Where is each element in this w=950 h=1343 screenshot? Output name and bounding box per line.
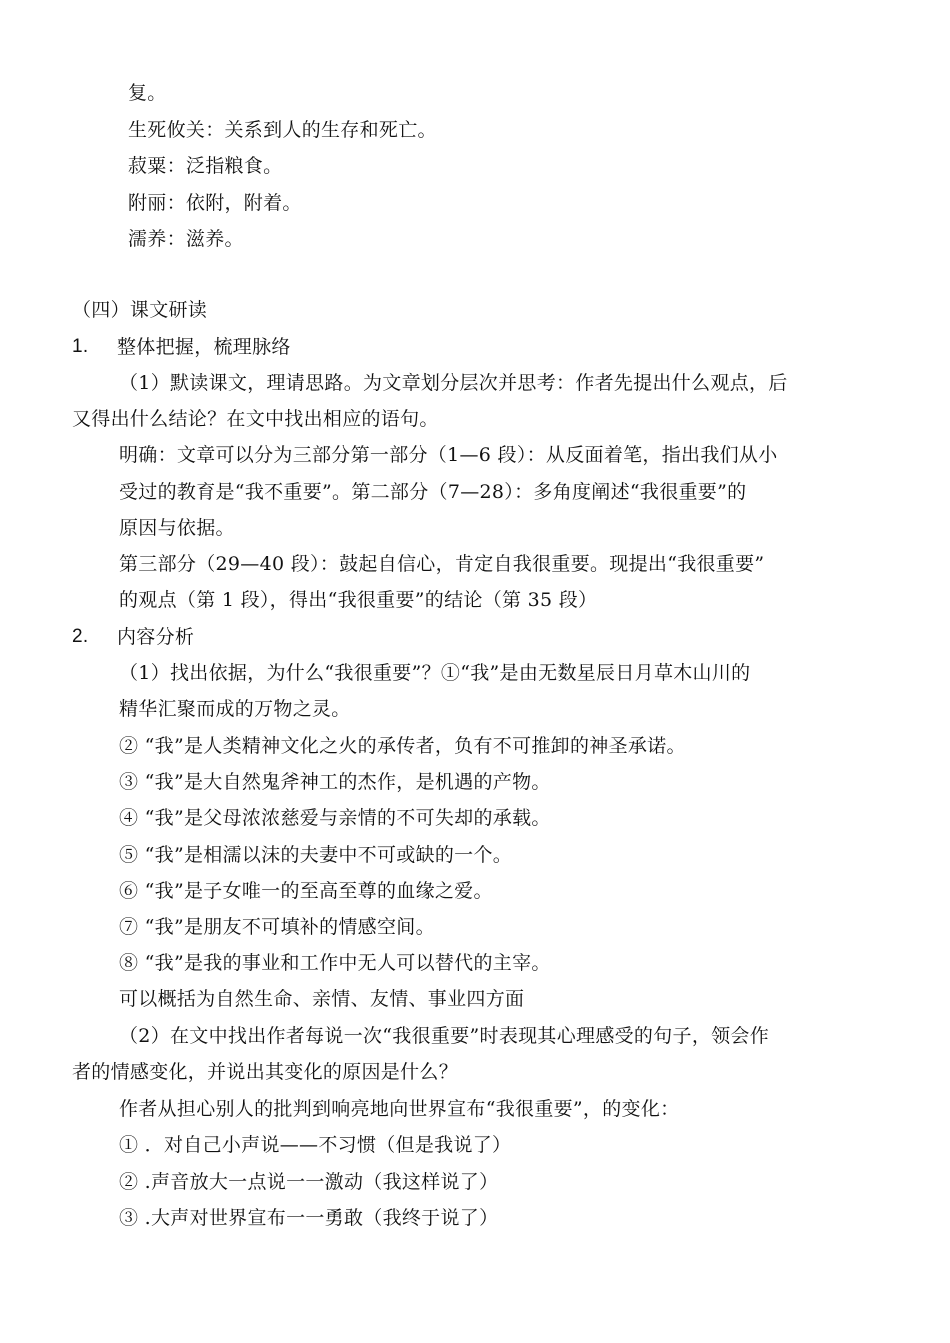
text-line: （1）找出依据，为什么“我很重要”？①“我”是由无数星辰日月草木山川的 [119, 662, 751, 684]
text-line: 又得出什么结论？在文中找出相应的语句。 [72, 408, 439, 430]
list-item: ② .声音放大一点说一一激动（我这样说了） [119, 1171, 499, 1193]
text-line: 作者从担心别人的批判到响亮地向世界宣布“我很重要”，的变化： [119, 1098, 680, 1120]
text-line: 附丽：依附，附着。 [128, 192, 302, 214]
text-line: 复。 [128, 82, 167, 104]
list-item: ⑦ “我”是朋友不可填补的情感空间。 [119, 916, 435, 938]
text-line: 者的情感变化，并说出其变化的原因是什么？ [72, 1061, 459, 1083]
list-item: ② “我”是人类精神文化之火的承传者，负有不可推卸的神圣承诺。 [119, 735, 686, 757]
list-item: ⑤ “我”是相濡以沫的夫妻中不可或缺的一个。 [119, 844, 513, 866]
list-number: 2. [72, 626, 89, 647]
text-line: 第三部分（29—40 段）：鼓起自信心，肯定自我很重要。现提出“我很重要” [119, 553, 765, 575]
list-item: ⑥ “我”是子女唯一的至高至尊的血缘之爱。 [119, 880, 493, 902]
text-line: 明确：文章可以分为三部分第一部分（1—6 段）：从反面着笔，指出我们从小 [119, 444, 778, 466]
list-item: ④ “我”是父母浓浓慈爱与亲情的不可失却的承载。 [119, 807, 551, 829]
list-item: ③ “我”是大自然鬼斧神工的杰作，是机遇的产物。 [119, 771, 551, 793]
list-item: ① ．对自己小声说——不习惯（但是我说了） [119, 1134, 512, 1156]
subsection-heading: 整体把握，梳理脉络 [117, 336, 291, 358]
list-number: 1. [72, 336, 89, 357]
text-line: 生死攸关：关系到人的生存和死亡。 [128, 119, 437, 141]
text-line: 濡养：滋养。 [128, 228, 244, 250]
text-line: 原因与依据。 [119, 517, 235, 539]
subsection-heading: 内容分析 [117, 626, 195, 648]
text-line: 受过的教育是“我不重要”。第二部分（7—28）：多角度阐述“我很重要”的 [119, 481, 747, 503]
text-line: 的观点（第 1 段），得出“我很重要”的结论（第 35 段） [119, 589, 598, 611]
list-item: ⑧ “我”是我的事业和工作中无人可以替代的主宰。 [119, 952, 551, 974]
section-heading: （四）课文研读 [72, 299, 208, 321]
text-line: （2）在文中找出作者每说一次“我很重要”时表现其心理感受的句子，领会作 [119, 1025, 770, 1047]
text-line: 精华汇聚而成的万物之灵。 [119, 698, 351, 720]
text-line: 可以概括为自然生命、亲情、友情、事业四方面 [119, 988, 525, 1010]
text-line: （1）默读课文，理请思路。为文章划分层次并思考：作者先提出什么观点，后 [119, 372, 788, 394]
list-item: ③ .大声对世界宣布一一勇敢（我终于说了） [119, 1207, 499, 1229]
text-line: 菽粟：泛指粮食。 [128, 155, 283, 177]
